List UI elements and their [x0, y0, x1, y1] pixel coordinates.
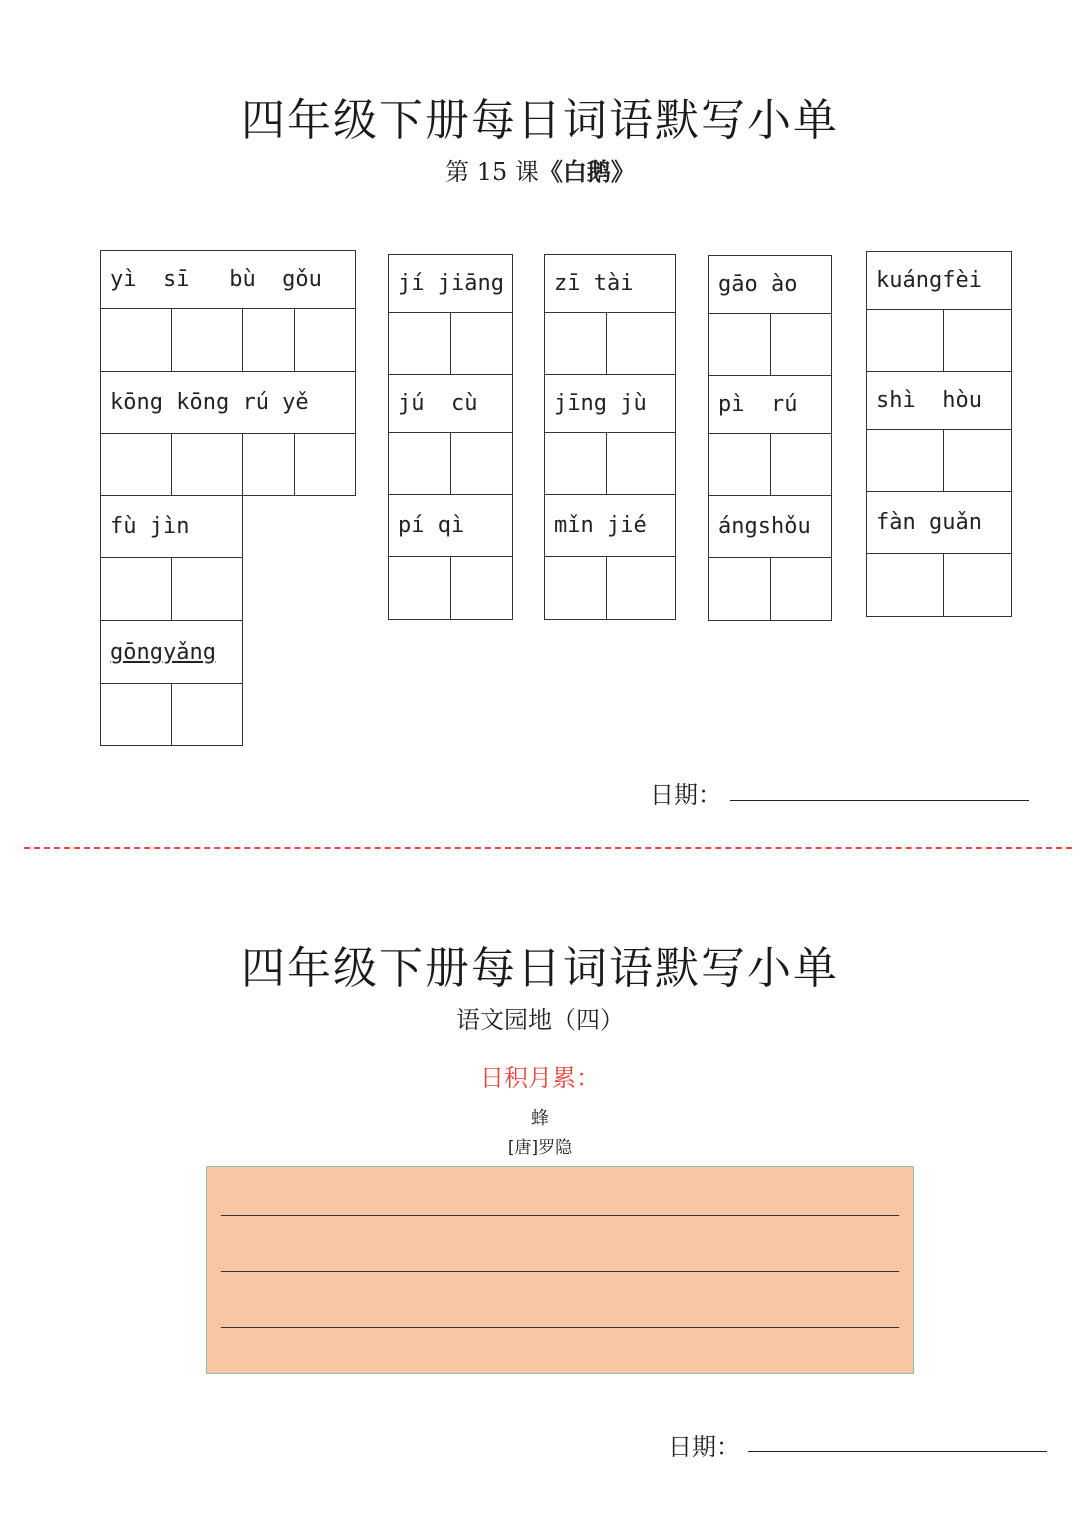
char-box[interactable] [242, 433, 295, 496]
lesson-number: 第 15 课 [445, 158, 539, 186]
pinyin-box: ángshǒu [708, 495, 832, 558]
char-box[interactable] [171, 557, 243, 621]
char-box[interactable] [171, 308, 243, 372]
pinyin-box: fàn guǎn [866, 491, 1012, 554]
pinyin-box [100, 620, 243, 684]
char-box[interactable] [708, 433, 771, 496]
char-box[interactable] [100, 308, 172, 372]
char-box[interactable] [242, 308, 295, 372]
pinyin-box: fù jìn [100, 495, 243, 558]
char-box[interactable] [388, 556, 451, 620]
char-box[interactable] [450, 556, 513, 620]
char-box[interactable] [866, 553, 944, 617]
char-box[interactable] [866, 309, 944, 372]
char-box[interactable] [171, 433, 243, 496]
pinyin-box: yì sī bù gǒu [100, 250, 356, 309]
char-box[interactable] [708, 313, 771, 376]
char-box[interactable] [294, 433, 356, 496]
pinyin-box: jí jiāng [388, 254, 513, 313]
char-box[interactable] [770, 313, 832, 376]
char-box[interactable] [388, 432, 451, 495]
char-box[interactable] [544, 432, 607, 495]
char-box[interactable] [943, 429, 1012, 492]
sheet1-title: 四年级下册每日词语默写小单 [241, 95, 839, 146]
char-box[interactable] [544, 312, 607, 375]
date-label-1: 日期： [650, 781, 722, 809]
poem-author: [唐]罗隐 [507, 1138, 573, 1158]
char-box[interactable] [770, 557, 832, 621]
char-box[interactable] [606, 312, 676, 375]
lesson-name: 《白鹅》 [538, 158, 635, 186]
lesson-heading [0, 152, 1080, 187]
writing-line[interactable] [221, 1215, 899, 1216]
section-label: 日积月累： [480, 1064, 600, 1092]
writing-line[interactable] [221, 1271, 899, 1272]
pinyin-box: kuángfèi [866, 251, 1012, 310]
pinyin-box: mǐn jié [544, 494, 676, 557]
char-box[interactable] [100, 557, 172, 621]
pinyin-text: gōngyǎng [110, 639, 216, 665]
pinyin-box: gāo ào [708, 255, 832, 314]
poem-title: 蜂 [531, 1108, 549, 1129]
char-box[interactable] [100, 683, 172, 746]
pinyin-box: shì hòu [866, 371, 1012, 430]
writing-line[interactable] [221, 1327, 899, 1328]
date-field-2[interactable] [748, 1451, 1047, 1452]
char-box[interactable] [544, 556, 607, 620]
char-box[interactable] [770, 433, 832, 496]
char-box[interactable] [388, 312, 451, 375]
char-box[interactable] [606, 556, 676, 620]
sheet2-subtitle: 语文园地（四） [456, 1006, 624, 1034]
pinyin-box: jú cù [388, 374, 513, 433]
char-box[interactable] [606, 432, 676, 495]
char-box[interactable] [171, 683, 243, 746]
pinyin-box: pí qì [388, 494, 513, 557]
char-box[interactable] [450, 432, 513, 495]
char-box[interactable] [866, 429, 944, 492]
char-box[interactable] [100, 433, 172, 496]
char-box[interactable] [450, 312, 513, 375]
cut-line [24, 847, 1072, 849]
pinyin-box: zī tài [544, 254, 676, 313]
pinyin-box: jīng jù [544, 374, 676, 433]
sheet2-title: 四年级下册每日词语默写小单 [241, 943, 839, 994]
date-label-2: 日期： [668, 1433, 740, 1461]
pinyin-box: kōng kōng rú yě [100, 371, 356, 434]
poem-answer-box [206, 1166, 914, 1374]
char-box[interactable] [943, 553, 1012, 617]
char-box[interactable] [708, 557, 771, 621]
date-field-1[interactable] [730, 800, 1029, 801]
char-box[interactable] [294, 308, 356, 372]
char-box[interactable] [943, 309, 1012, 372]
pinyin-box: pì rú [708, 375, 832, 434]
